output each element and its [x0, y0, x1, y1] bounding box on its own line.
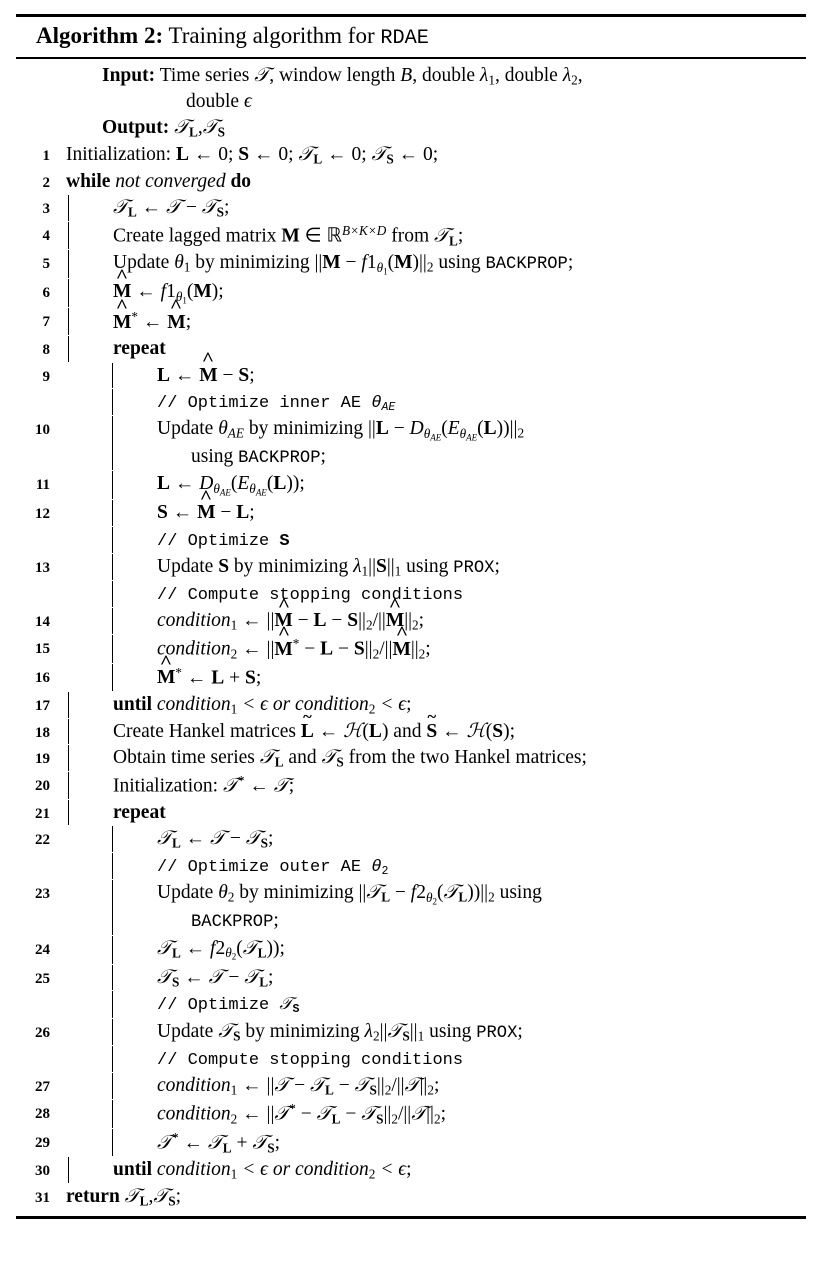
line-number: 5 — [42, 256, 50, 273]
algorithm-title-text: Training algorithm for — [168, 23, 381, 48]
line-content: condition$_1$ ← ||^ $M - L - S||_2/||\^{}$ $M||_2$; — [112, 608, 806, 634]
line-content: Update $\theta_{AE}$ by minimizing $||L - D_{\theta_{AE}}(E_{\theta_{AE}}(L))||_2$ using BACKPROP; — [112, 416, 806, 470]
line-number: 9 — [42, 368, 50, 385]
algorithm-title — [16, 17, 806, 57]
line-number: 8 — [42, 342, 50, 359]
line-content: Create lagged matrix M ∈ ℝ$^{B\times K\times D}$ from 𝒯$_L$; — [68, 222, 806, 250]
line-content: L ← ^ M − S; — [112, 363, 806, 388]
line-number — [16, 527, 56, 532]
line-content: Initialization: 𝒯* ← 𝒯; — [68, 772, 806, 799]
line-number — [16, 1046, 56, 1051]
line-number: 20 — [35, 777, 50, 794]
line-number: 31 — [35, 1190, 50, 1207]
line-content: // Optimize outer AE $\theta_2$ — [112, 853, 806, 879]
algorithm-comment-optimize-inner-ae — [16, 388, 806, 415]
algorithm-line-12 — [16, 500, 806, 526]
algorithm-line-27 — [16, 1073, 806, 1100]
line-number: 4 — [42, 227, 50, 244]
line-number: 21 — [35, 805, 50, 822]
line-content: // Optimize inner AE $\theta_{AE}$ — [112, 389, 806, 415]
line-number — [16, 389, 56, 394]
algorithm-line-9 — [16, 362, 806, 388]
input-line-2: double ϵ — [186, 91, 252, 113]
algorithm-line-31 — [16, 1184, 806, 1211]
algorithm-label: Algorithm 2: — [36, 23, 164, 48]
line-number — [16, 63, 56, 68]
input-label: Input: — [102, 65, 156, 87]
algorithm-line-16 — [16, 663, 806, 691]
line-content: S ← ^ M − L; — [112, 500, 806, 525]
line-number: 23 — [35, 886, 50, 903]
line-content: 𝒯* ← 𝒯$_L$ + 𝒯$_S$; — [112, 1129, 806, 1157]
line-content: 𝒯$_S$ ← 𝒯 − 𝒯$_L$; — [112, 965, 806, 991]
algorithm-line-2 — [16, 168, 806, 194]
line-content: 𝒯$_L$ ← 𝒯 − 𝒯$_S$; — [68, 195, 806, 221]
algorithm-line-26 — [16, 1018, 806, 1045]
output-row — [62, 115, 806, 141]
line-number: 13 — [35, 559, 50, 576]
line-number: 12 — [35, 506, 50, 523]
line-content: condition$_2$ ← ||^ $M^* - L - S||_2/||\^{}$ $M||_2$; — [112, 635, 806, 663]
line-number: 3 — [42, 200, 50, 217]
line-number: 7 — [42, 314, 50, 331]
line-content: // Optimize 𝒯$_S$ — [112, 991, 806, 1017]
algorithm-line-8 — [16, 336, 806, 362]
line-number: 1 — [42, 147, 50, 164]
algorithm-line-5 — [16, 250, 806, 279]
line-content: // Optimize S — [112, 527, 806, 553]
line-content: 𝒯$_L$ ← 𝒯 − 𝒯$_S$; — [112, 826, 806, 852]
line-number: 16 — [35, 669, 50, 686]
algorithm-body — [16, 59, 806, 1216]
line-number: 26 — [35, 1024, 50, 1041]
line-content: Update $\theta_2$ by minimizing ||𝒯$_L$ − $f2_{\theta_2}(𝒯_L))||_2$ using BACKPROP; — [112, 880, 806, 934]
line-number: 24 — [35, 941, 50, 958]
line-content: ^ M* ← ^ M; — [68, 308, 806, 335]
algorithm-line-22 — [16, 826, 806, 853]
algorithm-comment-optimize-ts — [16, 991, 806, 1018]
algorithm-block — [16, 14, 806, 1219]
algorithm-line-7 — [16, 308, 806, 336]
bottom-rule — [16, 1216, 806, 1219]
line-content: return 𝒯$_L$,𝒯$_S$; — [66, 1186, 182, 1209]
line-number: 15 — [35, 641, 50, 658]
line-content: ^ M ← $f1_{\theta_1}(M)$; — [68, 279, 806, 307]
line-content: condition$_2$ ← ||𝒯* − 𝒯$_L$ − $𝒯_S||_2/||𝒯||_2$; — [112, 1100, 806, 1128]
line-number: 28 — [35, 1106, 50, 1123]
algorithm-line-10 — [16, 416, 806, 471]
algorithm-line-25 — [16, 964, 806, 991]
line-number: 11 — [35, 477, 50, 494]
algorithm-line-15 — [16, 635, 806, 664]
line-content: 𝒯$_L$ ← $f2_{\theta_2}(𝒯_L)$); — [112, 936, 806, 964]
line-number: 18 — [35, 724, 50, 741]
line-content: Update $\theta_1$ by minimizing $||M - f1_{\theta_1}(M)||_2$ using BACKPROP; — [68, 250, 806, 278]
output-label: Output: — [102, 116, 170, 138]
line-content: until condition$_1$ < ϵ or condition$_2$ < ϵ; — [68, 692, 806, 718]
line-content: Update S by minimizing $\lambda_1||S||_1$ using PROX; — [112, 554, 806, 580]
line-content: Obtain time series 𝒯$_L$ and 𝒯$_S$ from the two Hankel matrices; — [68, 745, 806, 771]
line-content: repeat — [68, 336, 806, 361]
algorithm-line-14 — [16, 608, 806, 635]
line-content: repeat — [68, 800, 806, 825]
algorithm-line-24 — [16, 935, 806, 964]
algorithm-line-3 — [16, 194, 806, 221]
algorithm-line-28 — [16, 1100, 806, 1129]
algorithm-comment-optimize-s — [16, 526, 806, 553]
line-number: 19 — [35, 750, 50, 767]
line-number — [16, 853, 56, 858]
algorithm-line-20 — [16, 771, 806, 799]
line-content: condition$_1$ ← ||𝒯 − 𝒯$_L$ − $𝒯_S||_2/||𝒯||_2$; — [112, 1073, 806, 1099]
line-number — [16, 581, 56, 586]
algorithm-comment-stopping-1 — [16, 581, 806, 608]
algorithm-line-21 — [16, 799, 806, 825]
line-number: 30 — [35, 1163, 50, 1180]
algorithm-line-17 — [16, 691, 806, 718]
line-number: 22 — [35, 832, 50, 849]
algorithm-line-4 — [16, 221, 806, 250]
line-number: 29 — [35, 1134, 50, 1151]
line-number: 17 — [35, 697, 50, 714]
algorithm-line-29 — [16, 1128, 806, 1157]
line-content: until condition$_1$ < ϵ or condition$_2$ < ϵ; — [68, 1157, 806, 1183]
algorithm-line-30 — [16, 1157, 806, 1184]
output-value: 𝒯$_L$,𝒯$_S$ — [174, 116, 226, 140]
line-content: Update 𝒯$_S$ by minimizing $\lambda_2||𝒯_S||_1$ using PROX; — [112, 1019, 806, 1045]
algorithm-comment-stopping-2 — [16, 1046, 806, 1073]
line-number: 10 — [35, 422, 50, 439]
input-line-1: Time series 𝒯, window length B, double $\lambda_1$, double $\lambda_2$, — [159, 65, 583, 89]
line-number: 25 — [35, 970, 50, 987]
line-content: ^ M* ← L + S; — [112, 664, 806, 691]
algorithm-line-18 — [16, 718, 806, 744]
line-number: 2 — [42, 174, 50, 191]
algorithm-title-mono: RDAE — [380, 27, 429, 50]
algorithm-line-1 — [16, 141, 806, 168]
line-number: 14 — [35, 614, 50, 631]
line-content: L ← $D_{\theta_{AE}}(E_{\theta_{AE}}(L))$; — [112, 471, 806, 499]
algorithm-line-13 — [16, 553, 806, 580]
line-number: 6 — [42, 285, 50, 302]
algorithm-line-11 — [16, 471, 806, 500]
input-row — [16, 63, 806, 141]
line-content: Create Hankel matrices ~ L ← ℋ(L) and ~ S ← ℋ(S); — [68, 719, 806, 744]
algorithm-line-23 — [16, 880, 806, 935]
line-content: // Compute stopping conditions — [112, 581, 806, 607]
line-number — [16, 991, 56, 996]
algorithm-line-6 — [16, 279, 806, 308]
line-number: 27 — [35, 1079, 50, 1096]
line-content: while not converged do — [66, 170, 252, 192]
line-content: // Compute stopping conditions — [112, 1046, 806, 1072]
line-content: Initialization: L ← 0; S ← 0; 𝒯$_L$ ← 0; 𝒯$_S$ ← 0; — [66, 143, 439, 167]
algorithm-comment-optimize-outer-ae — [16, 853, 806, 880]
algorithm-line-19 — [16, 744, 806, 771]
